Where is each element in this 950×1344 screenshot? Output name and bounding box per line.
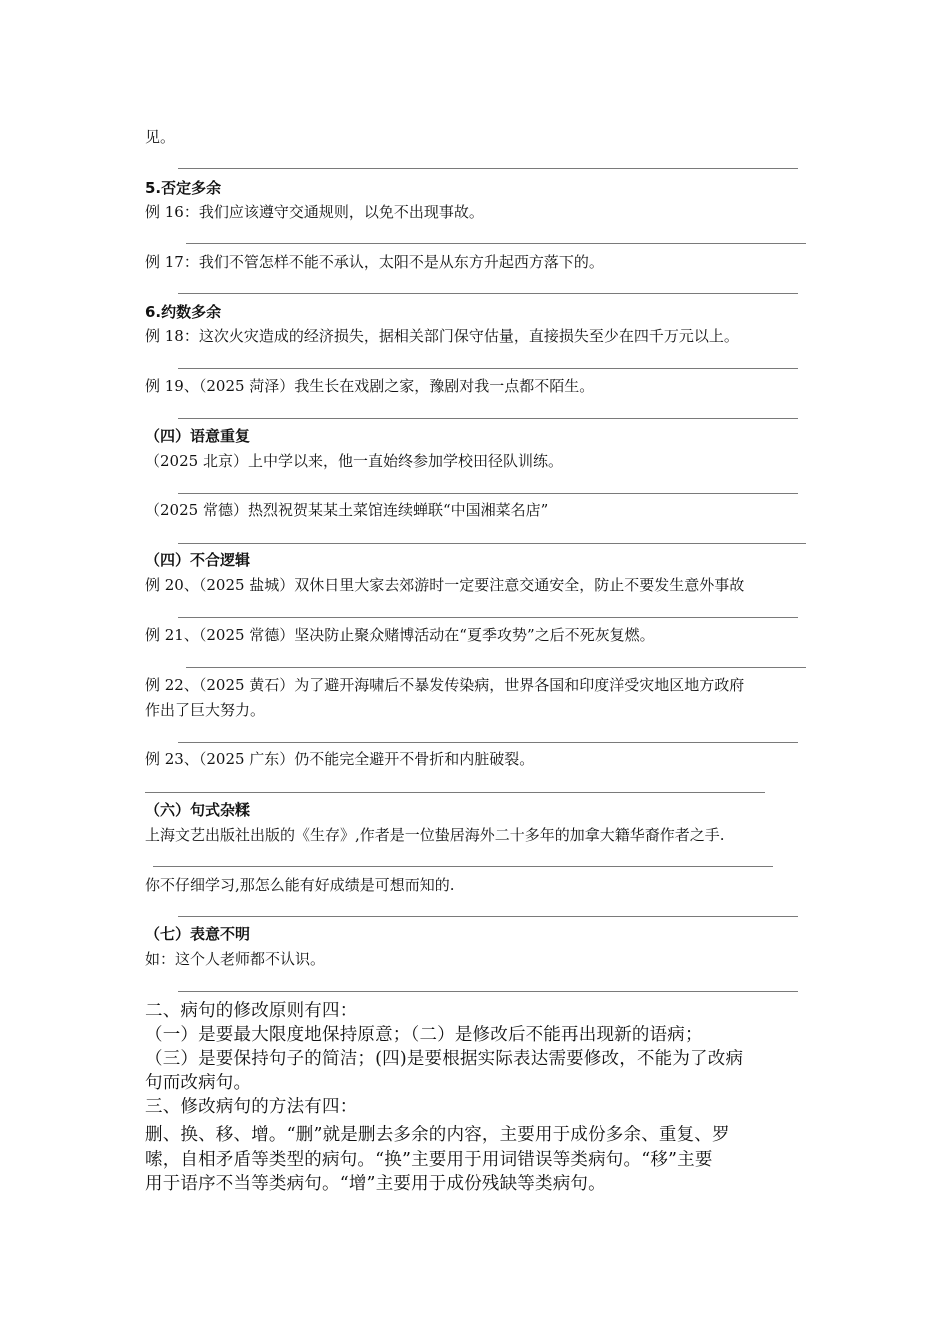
section-heading: 5.否定多余 — [145, 179, 222, 197]
section-heading: （七）表意不明 — [145, 925, 251, 943]
answer-line — [178, 543, 806, 544]
example-sentence: 例 21、（2025 常德）坚决防止聚众赌博活动在“夏季攻势”之后不死灰复燃。 — [145, 626, 655, 644]
example-sentence: 例 20、（2025 盐城）双休日里大家去郊游时一定要注意交通安全，防止不要发生意外事故 — [145, 576, 745, 594]
example-sentence: 例 16：我们应该遵守交通规则，以免不出现事故。 — [145, 203, 484, 221]
example-sentence: 例 22、（2025 黄石）为了避开海啸后不暴发传染病，世界各国和印度洋受灾地区地方政府 — [145, 676, 745, 694]
example-sentence: 如：这个人老师都不认识。 — [145, 950, 326, 968]
answer-line — [178, 617, 798, 618]
section-heading: （四）语意重复 — [145, 427, 251, 445]
paragraph-line: 嗦，自相矛盾等类型的病句。“换”主要用于用词错误等类病句。“移”主要 — [145, 1150, 713, 1170]
example-sentence: 例 18：这次火灾造成的经济损失，据相关部门保守估量，直接损失至少在四千万元以上。 — [145, 327, 739, 345]
example-sentence: 你不仔细学习,那怎么能有好成绩是可想而知的. — [145, 876, 455, 894]
paragraph-line: 句而改病句。 — [145, 1073, 252, 1093]
answer-line — [178, 742, 798, 743]
example-sentence: 例 19、（2025 菏泽）我生长在戏剧之家，豫剧对我一点都不陌生。 — [145, 377, 595, 395]
section-heading: （四）不合逻辑 — [145, 551, 251, 569]
paragraph-line: 用于语序不当等类病句。“增”主要用于成份残缺等类病句。 — [145, 1174, 606, 1194]
answer-line — [178, 293, 798, 294]
paragraph-line: （三）是要保持句子的简洁；(四)是要根据实际表达需要修改，不能为了改病 — [145, 1049, 744, 1069]
answer-line — [186, 667, 806, 668]
answer-line — [178, 168, 798, 169]
paragraph-heading: 二、病句的修改原则有四： — [145, 1001, 358, 1021]
paragraph-line: 删、换、移、增。“删”就是删去多余的内容，主要用于成份多余、重复、罗 — [145, 1125, 730, 1145]
answer-line — [178, 418, 798, 419]
example-sentence: （2025 北京）上中学以来，他一直始终参加学校田径队训练。 — [145, 452, 563, 470]
answer-line — [186, 243, 806, 244]
section-heading: （六）句式杂糅 — [145, 801, 251, 819]
example-sentence: 例 17：我们不管怎样不能不承认，太阳不是从东方升起西方落下的。 — [145, 253, 604, 271]
answer-line — [178, 916, 798, 917]
example-sentence: （2025 常德）热烈祝贺某某土菜馆连续蝉联“中国湘菜名店” — [145, 501, 549, 519]
paragraph-line: （一）是要最大限度地保持原意；（二）是修改后不能再出现新的语病； — [145, 1025, 703, 1045]
example-sentence: 上海文艺出版社出版的《生存》,作者是一位蛰居海外二十多年的加拿大籍华裔作者之手. — [145, 826, 725, 844]
answer-line — [178, 368, 798, 369]
example-sentence: 例 23、（2025 广东）仍不能完全避开不骨折和内脏破裂。 — [145, 750, 535, 768]
example-sentence-continued: 作出了巨大努力。 — [145, 701, 266, 719]
paragraph-heading: 三、修改病句的方法有四： — [145, 1097, 358, 1117]
answer-line — [153, 866, 773, 867]
section-heading: 6.约数多余 — [145, 303, 222, 321]
answer-line — [145, 792, 765, 793]
answer-line — [178, 991, 798, 992]
text-line: 见。 — [145, 128, 176, 146]
answer-line — [178, 493, 798, 494]
